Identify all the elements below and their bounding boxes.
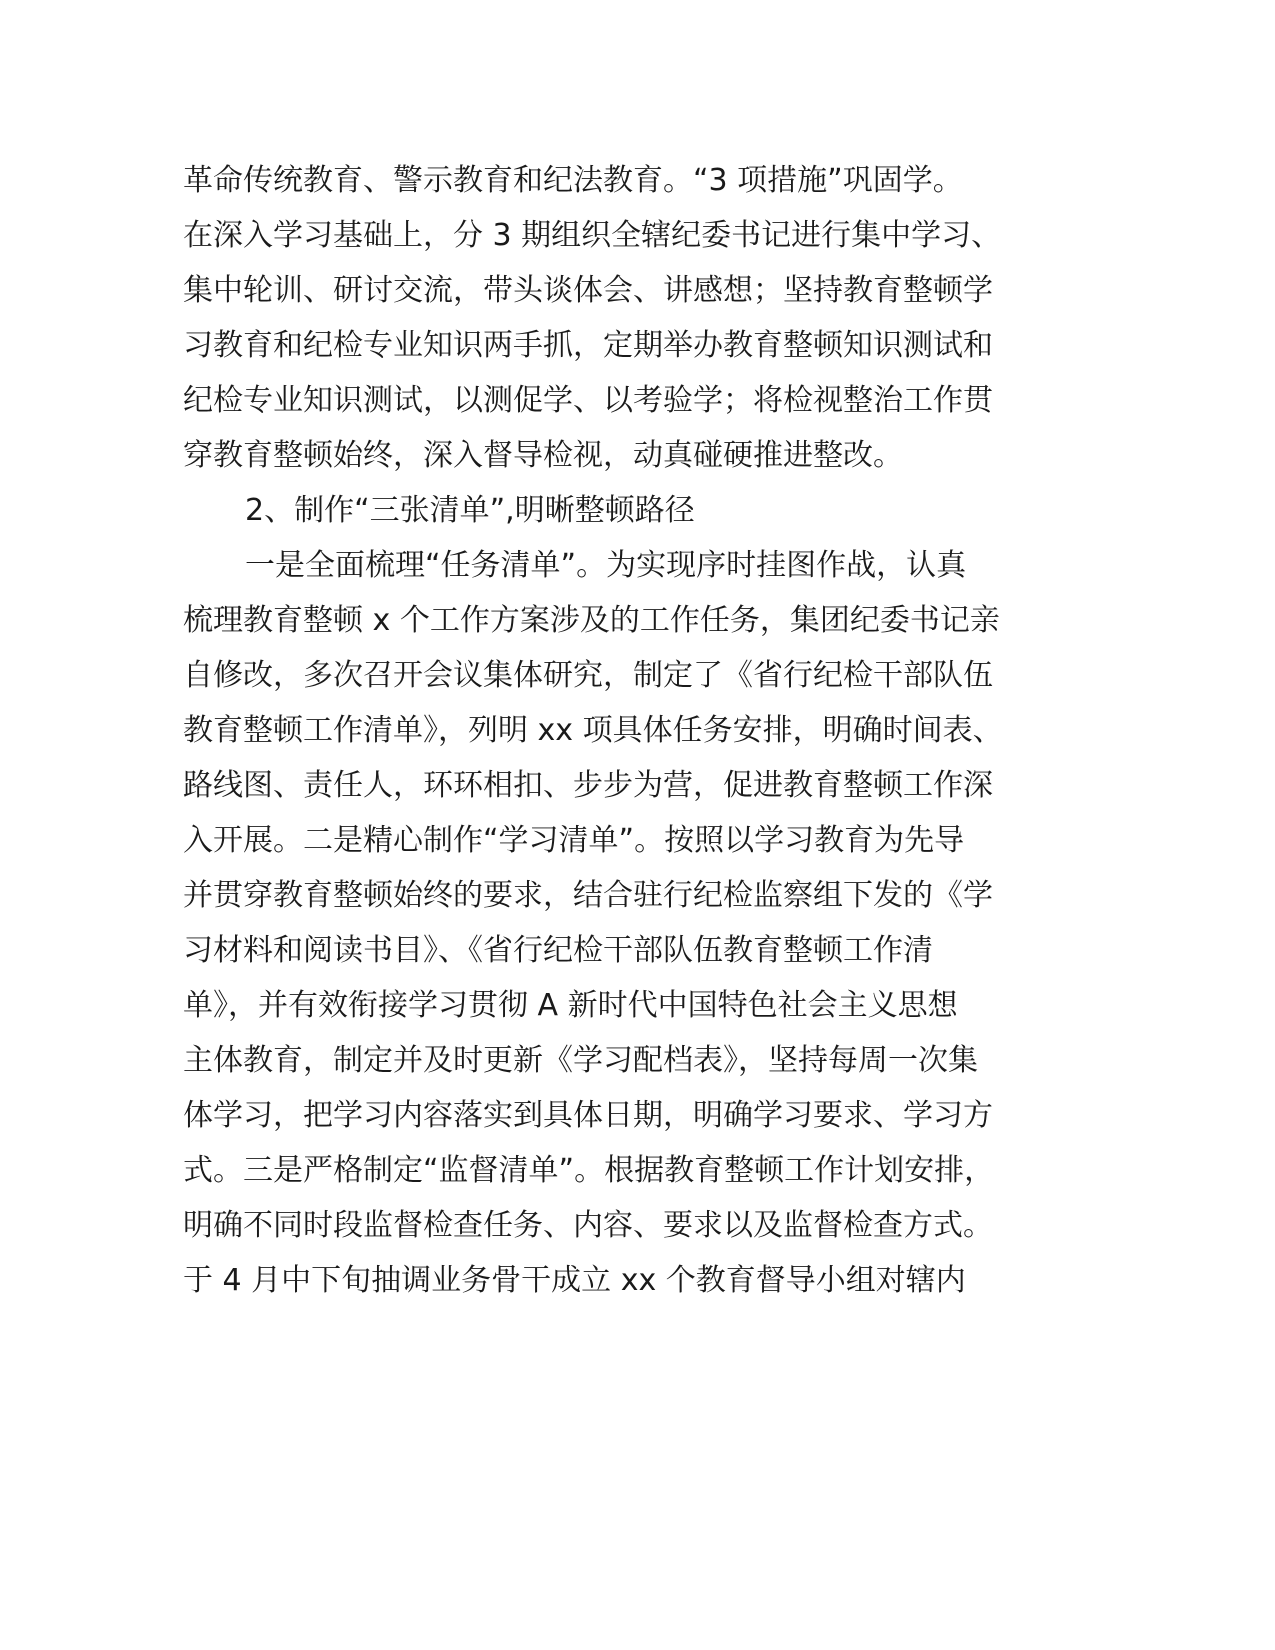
text-line: 一是全面梳理“任务清单”。为实现序时挂图作战，认真 — [245, 548, 967, 583]
text-line: 单》，并有效衔接学习贯彻 A 新时代中国特色社会主义思想 — [183, 988, 958, 1023]
paragraph-2 — [183, 538, 1083, 1308]
text-line: 路线图、责任人，环环相扣、步步为营，促进教育整顿工作深 — [183, 768, 993, 803]
text-line: 体学习，把学习内容落实到具体日期，明确学习要求、学习方 — [183, 1098, 993, 1133]
text-line: 在深入学习基础上，分 3 期组织全辖纪委书记进行集中学习、 — [183, 218, 1002, 253]
text-line: 集中轮训、研讨交流，带头谈体会、讲感想；坚持教育整顿学 — [183, 273, 993, 308]
section-heading: 2、制作“三张清单”,明晰整顿路径 — [245, 493, 695, 528]
paragraph-1 — [183, 153, 1083, 483]
text-line: 明确不同时段监督检查任务、内容、要求以及监督检查方式。 — [183, 1208, 993, 1243]
text-line: 革命传统教育、警示教育和纪法教育。“3 项措施”巩固学。 — [183, 163, 963, 198]
text-line: 入开展。二是精心制作“学习清单”。按照以学习教育为先导 — [183, 823, 965, 858]
text-line: 自修改，多次召开会议集体研究，制定了《省行纪检干部队伍 — [183, 658, 993, 693]
text-line: 穿教育整顿始终，深入督导检视，动真碰硬推进整改。 — [183, 438, 903, 473]
text-line: 式。三是严格制定“监督清单”。根据教育整顿工作计划安排， — [183, 1153, 995, 1188]
text-line: 习材料和阅读书目》、《省行纪检干部队伍教育整顿工作清 — [183, 933, 933, 968]
text-line: 梳理教育整顿 x 个工作方案涉及的工作任务，集团纪委书记亲 — [183, 603, 1000, 638]
document-body — [183, 153, 1083, 1308]
text-line: 纪检专业知识测试，以测促学、以考验学；将检视整治工作贯 — [183, 383, 993, 418]
text-line: 主体教育，制定并及时更新《学习配档表》，坚持每周一次集 — [183, 1043, 978, 1078]
text-line: 教育整顿工作清单》，列明 xx 项具体任务安排，明确时间表、 — [183, 713, 1003, 748]
text-line: 于 4 月中下旬抽调业务骨干成立 xx 个教育督导小组对辖内 — [183, 1263, 966, 1298]
text-line: 习教育和纪检专业知识两手抓，定期举办教育整顿知识测试和 — [183, 328, 993, 363]
text-line: 并贯穿教育整顿始终的要求，结合驻行纪检监察组下发的《学 — [183, 878, 993, 913]
